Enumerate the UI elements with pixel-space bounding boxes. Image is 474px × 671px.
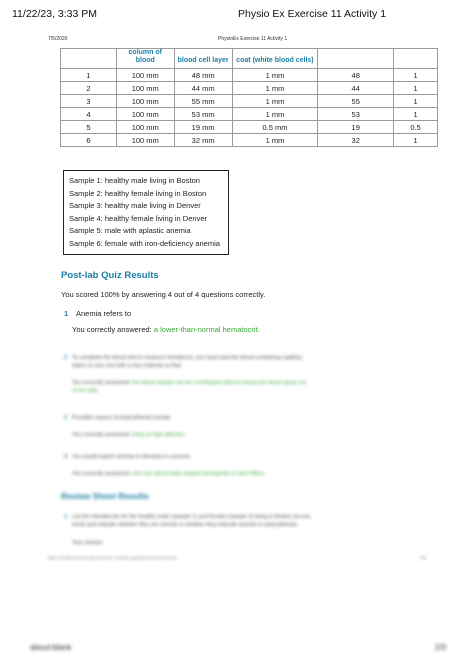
table-row — [61, 95, 438, 108]
table-cell: 1 — [394, 82, 438, 95]
question-text: level) and indicate whether they are normal or whether they indicate anemia or polycythemia. — [72, 522, 299, 528]
table-header-cell — [61, 49, 117, 69]
table-header-cell: column of blood — [116, 49, 174, 69]
sample-legend — [63, 170, 229, 255]
table-cell: 100 mm — [116, 121, 174, 134]
table-cell: 6 — [61, 134, 117, 147]
table-cell: 100 mm — [116, 95, 174, 108]
table-cell: 5 — [61, 121, 117, 134]
table-cell: 53 mm — [174, 108, 232, 121]
question-text: You would expect anemia to develop in a person — [72, 454, 191, 460]
table-cell: 3 — [61, 95, 117, 108]
table-cell: 1 — [394, 108, 438, 121]
answer-highlight: a lower-than-normal hematocrit. — [153, 325, 260, 334]
table-cell: 100 mm — [116, 134, 174, 147]
table-cell: 100 mm — [116, 82, 174, 95]
table-cell: 32 — [318, 134, 394, 147]
quiz-results-heading: Post-lab Quiz Results — [61, 270, 159, 281]
table-cell: 1 — [394, 134, 438, 147]
sample-line: Sample 6: female with iron-deficiency anemia — [69, 238, 220, 248]
page-title: PhysioEx Exercise 11 Activity 1 — [218, 36, 288, 42]
page-footer-number: 6/8 — [420, 555, 426, 560]
question-answer: You correctly answered: who has abnormally shaped hemoglobin in their RBCs. — [72, 471, 266, 477]
table-header-cell: blood cell layer — [174, 49, 232, 69]
quiz-score: You scored 100% by answering 4 out of 4 questions correctly. — [61, 290, 266, 299]
table-cell: 55 — [318, 95, 394, 108]
sample-line: Sample 1: healthy male living in Boston — [69, 176, 200, 185]
question-number: 4 — [64, 454, 68, 460]
table-cell: 2 — [61, 82, 117, 95]
table-cell: 100 mm — [116, 69, 174, 82]
print-footer-url: about:blank — [30, 643, 72, 652]
table-cell: 1 — [394, 69, 438, 82]
table-header-cell — [318, 49, 394, 69]
table-cell: 32 mm — [174, 134, 232, 147]
sample-line: Sample 5: male with aplastic anemia — [69, 226, 191, 235]
question-answer: You correctly answered: a lower-than-normal hematocrit. — [72, 325, 260, 334]
table-row — [61, 134, 438, 147]
table-cell: 1 — [61, 69, 117, 82]
table-row — [61, 121, 438, 134]
table-cell: 4 — [61, 108, 117, 121]
review-sheet-heading: Review Sheet Results — [61, 491, 149, 501]
table-cell: 44 mm — [174, 82, 232, 95]
sample-line: Sample 3: healthy male living in Denver — [69, 201, 201, 210]
question-answer: of the tube. — [72, 388, 100, 394]
question-text: List the hematocrits for the healthy male (sample 1) and female (sample 2) living in Boston (at sea — [72, 514, 311, 520]
table-cell: 1 mm — [232, 82, 318, 95]
question-text: To complete the blood test to measure hematocrit, you must seal the blood-containing capillary — [72, 355, 303, 361]
table-cell: 100 mm — [116, 108, 174, 121]
print-title: Physio Ex Exercise 11 Activity 1 — [238, 8, 387, 20]
question-answer: You correctly answered: the blood sample can be centrifuged without having the blood spray out — [72, 380, 306, 386]
table-row — [61, 69, 438, 82]
table-row — [61, 108, 438, 121]
sample-line: Sample 2: healthy female living in Boston — [69, 188, 207, 198]
print-datetime: 11/22/23, 3:33 PM — [12, 8, 98, 20]
table-cell: 1 mm — [232, 95, 318, 108]
table-cell: 48 mm — [174, 69, 232, 82]
print-footer-page: 2/3 — [434, 643, 446, 652]
sample-line: Sample 4: healthy female living in Denver — [69, 213, 207, 223]
table-cell: 48 — [318, 69, 394, 82]
table-cell: 19 mm — [174, 121, 232, 134]
question-number: 3 — [64, 415, 68, 421]
table-cell: 1 mm — [232, 69, 318, 82]
page-footer-url: https://media.pearsoncmg.com/bc/bc_0media_ap/physioex/10/ex11/act1/ — [48, 555, 178, 560]
table-row — [61, 82, 438, 95]
table-header-row — [61, 49, 438, 69]
question-text: Anemia refers to — [76, 309, 132, 318]
table-cell: 44 — [318, 82, 394, 95]
document-page — [28, 34, 448, 609]
question-text: tubes on one end with a clay material so that — [72, 363, 181, 369]
table-cell: 55 mm — [174, 95, 232, 108]
question-number: 1 — [64, 514, 68, 520]
question-number: 2 — [64, 355, 68, 361]
table-cell: 19 — [318, 121, 394, 134]
table-cell: 53 — [318, 108, 394, 121]
hematocrit-table — [60, 48, 438, 147]
page-meta — [28, 34, 448, 44]
question-answer: You correctly answered: living at high altitudes. — [72, 432, 187, 438]
table-cell: 1 mm — [232, 134, 318, 147]
table-header-cell: coat (white blood cells) — [232, 49, 318, 69]
table-cell: 1 — [394, 95, 438, 108]
answer-label: Your answer: — [72, 540, 104, 546]
table-cell: 0.5 — [394, 121, 438, 134]
question-number: 1 — [64, 309, 69, 318]
table-cell: 0.5 mm — [232, 121, 318, 134]
table-header-cell — [394, 49, 438, 69]
print-header — [12, 8, 462, 24]
table-cell: 1 mm — [232, 108, 318, 121]
page-date: 7/5/2020 — [48, 36, 68, 42]
question-text: Possible causes of polycythemia include — [72, 415, 171, 421]
